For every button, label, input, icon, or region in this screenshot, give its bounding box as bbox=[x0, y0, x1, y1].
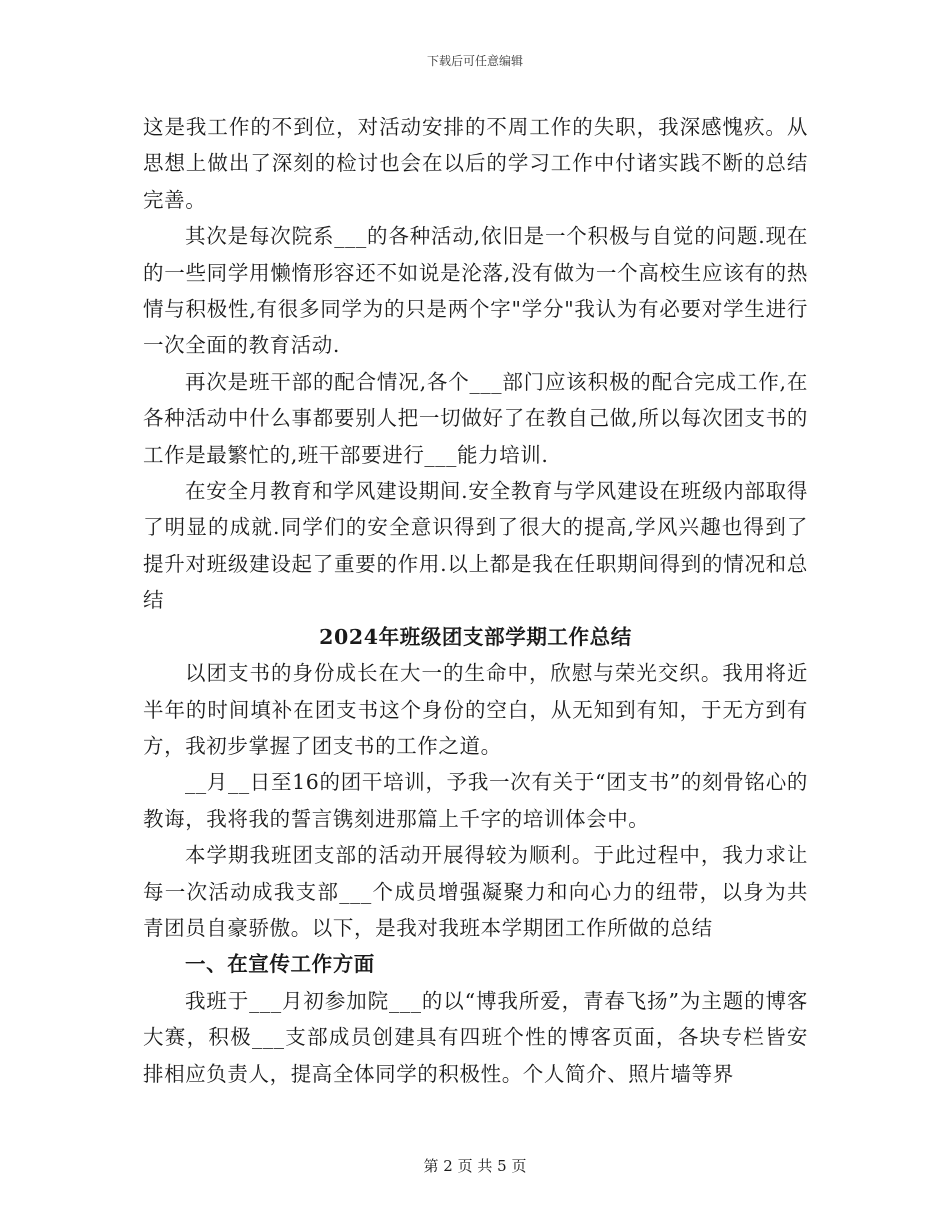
paragraph-safety: 在安全月教育和学风建设期间.安全教育与学风建设在班级内部取得了明显的成就.同学们的安全意识得到了很大的提高,学风兴趣也得到了提升对班级建设起了重要的作用.以上都是我在任职期间得到的情况和总结 bbox=[143, 479, 808, 613]
paragraph-blog: 我班于___月初参加院___的以“博我所爱，青春飞扬”为主题的博客大赛，积极___支部成员创建具有四班个性的博客页面，各块专栏皆安排相应负责人，提高全体同学的积极性。个人简介、照片墙等界 bbox=[143, 988, 808, 1086]
paragraph-training: __月__日至16的团干培训，予我一次有关于“团支书”的刻骨铭心的教诲，我将我的誓言镌刻进那篇上千字的培训体会中。 bbox=[143, 770, 808, 831]
section-title: 2024年班级团支部学期工作总结 bbox=[319, 624, 632, 649]
subsection-heading-publicity: 一、在宣传工作方面 bbox=[185, 952, 375, 977]
document-body bbox=[143, 109, 808, 1092]
page-footer: 第 2 页 共 5 页 bbox=[423, 1157, 527, 1175]
paragraph-intro: 以团支书的身份成长在大一的生命中，欣慰与荣光交织。我用将近半年的时间填补在团支书这个身份的空白，从无知到有知，于无方到有方，我初步掌握了团支书的工作之道。 bbox=[143, 661, 808, 758]
paragraph-activities: 其次是每次院系___的各种活动,依旧是一个积极与自觉的问题.现在的一些同学用懒惰形容还不如说是沦落,没有做为一个高校生应该有的热情与积极性,有很多同学为的只是两个字"学分"我认为有必要对学生进行一次全面的教育活动. bbox=[143, 224, 808, 358]
paragraph-semester: 本学期我班团支部的活动开展得较为顺利。于此过程中，我力求让每一次活动成我支部___个成员增强凝聚力和向心力的纽带，以身为共青团员自豪骄傲。以下，是我对我班本学期团工作所做的总结 bbox=[143, 843, 808, 940]
page-header: 下载后可任意编辑 bbox=[426, 54, 523, 68]
paragraph-cadres: 再次是班干部的配合情况,各个___部门应该积极的配合完成工作,在各种活动中什么事都要别人把一切做好了在教自己做,所以每次团支书的工作是最繁忙的,班干部要进行___能力培训. bbox=[143, 369, 808, 467]
paragraph-continuation: 这是我工作的不到位，对活动安排的不周工作的失职，我深感愧疚。从思想上做出了深刻的检讨也会在以后的学习工作中付诸实践不断的总结完善。 bbox=[143, 115, 808, 212]
